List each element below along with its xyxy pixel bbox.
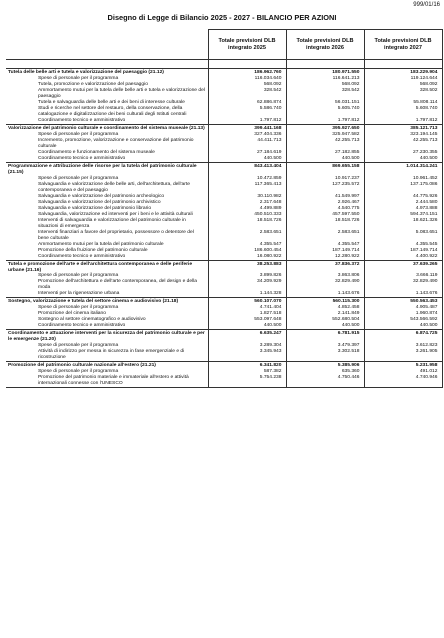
- section-label: Sostegno, valorizzazione e tutela del settore cinema e audiovisivo (21.18): [6, 298, 208, 305]
- item-value: 127.235.572: [286, 182, 364, 194]
- section-value: 37.639.265: [364, 260, 442, 273]
- item-value: 552.680.504: [286, 317, 364, 323]
- item-value: 2.141.849: [286, 311, 364, 317]
- item-value: 635.360: [286, 369, 364, 375]
- item-value: 27.182.855: [286, 150, 364, 156]
- item-value: 187.149.714: [364, 248, 442, 254]
- item-value: 3.666.119: [364, 273, 442, 279]
- item-value: 553.097.648: [208, 317, 286, 323]
- item-value: 2.926.467: [286, 200, 364, 206]
- section-value: 843.413.404: [208, 162, 286, 175]
- item-value: 1.144.328: [208, 291, 286, 297]
- item-label: Spese di personale per il programma: [38, 75, 119, 81]
- item-label: Promozione della fruizione del patrimonio culturale: [38, 247, 148, 253]
- section-value: 869.655.158: [286, 162, 364, 175]
- item-label: Salvaguardia e valorizzazione del patrimonio librario: [38, 205, 152, 211]
- section-value: 399.441.168: [208, 124, 286, 131]
- item-value: 27.230.355: [364, 150, 442, 156]
- item-label: Coordinamento tecnico e amministrativo: [38, 323, 126, 329]
- section-value: 1.014.314.241: [364, 162, 442, 175]
- item-value: 568.092: [364, 82, 442, 88]
- item-value: 5.083.651: [364, 230, 442, 242]
- column-header-2025: Totale previsioni DLB integrato 2025: [208, 30, 286, 60]
- item-value: 32.829.490: [364, 279, 442, 291]
- item-value: 18.621.326: [364, 218, 442, 230]
- item-value: 325.947.582: [286, 132, 364, 138]
- item-value: 62.886.874: [208, 100, 286, 106]
- item-value: 328.542: [286, 88, 364, 100]
- section-row: [6, 162, 442, 175]
- item-value: 440.500: [208, 156, 286, 162]
- section-row: [6, 124, 442, 131]
- item-label: Incremento, promozione, valorizzazione e conservazione del patrimonio culturale: [38, 137, 194, 149]
- item-value: 30.110.982: [208, 194, 286, 200]
- table-row: [6, 375, 442, 387]
- section-value: 6.341.820: [208, 362, 286, 369]
- item-value: 457.597.550: [286, 212, 364, 218]
- item-value: 12.280.922: [286, 254, 364, 260]
- item-label: Studi e ricerche nel settore del restauro, della conservazione, della catalogazione e digitalizzazione dei beni culturali degli Istituti centrali: [38, 105, 187, 117]
- item-value: 1.797.812: [364, 118, 442, 124]
- item-value: 116.641.213: [286, 76, 364, 82]
- item-value: 5.608.740: [364, 106, 442, 118]
- section-value: 180.971.550: [286, 69, 364, 76]
- item-value: 440.500: [208, 323, 286, 329]
- item-value: 1.143.676: [286, 291, 364, 297]
- item-value: 4.355.547: [208, 242, 286, 248]
- section-label: Coordinamento e attuazione interventi per la sicurezza del patrimonio culturale e per le emergenze (21.20): [6, 330, 208, 343]
- item-value: 2.317.648: [208, 200, 286, 206]
- item-value: 44.411.713: [208, 138, 286, 150]
- table-row: [6, 182, 442, 194]
- item-label: Tutela e salvaguardia delle belle arti e dei beni di interesse culturale: [38, 99, 185, 105]
- item-value: 187.149.714: [286, 248, 364, 254]
- item-value: 327.404.336: [208, 132, 286, 138]
- item-value: 328.502: [364, 88, 442, 100]
- item-label: Salvaguardia e valorizzazione del patrimonio archivistico: [38, 199, 161, 205]
- item-label: Interventi finanziari a favore del proprietario, possessore o detentore del bene culturale: [38, 229, 194, 241]
- item-value: 594.374.151: [364, 212, 442, 218]
- item-value: 328.542: [208, 88, 286, 100]
- budget-body: [6, 60, 442, 388]
- item-label: Spese di personale per il programma: [38, 343, 119, 349]
- item-label: Salvaguardia e valorizzazione delle belle arti, dell'architettura, dell'arte contemporanea e del paesaggio: [38, 181, 190, 193]
- section-value: 183.229.904: [364, 69, 442, 76]
- section-label: Valorizzazione del patrimonio culturale e coordinamento del sistema museale (21.13): [6, 124, 208, 131]
- section-value: 560.115.300: [286, 298, 364, 305]
- section-value: 550.563.453: [364, 298, 442, 305]
- item-value: 440.500: [286, 156, 364, 162]
- item-value: 4.973.888: [364, 206, 442, 212]
- item-value: 4.741.404: [208, 305, 286, 311]
- section-label: Tutela e promozione dell'arte e dell'architettura contemporanea e delle periferie urbane (21.16): [6, 260, 208, 273]
- section-value: 5.385.906: [286, 362, 364, 369]
- item-label: Coordinamento e funzionamento del sistema museale: [38, 149, 155, 155]
- page-id: 999/01/16: [413, 2, 440, 8]
- item-value: 3.479.397: [286, 343, 364, 349]
- item-value: 1.797.812: [286, 118, 364, 124]
- item-label: Salvaguardia, valorizzazione ed interventi per i beni e le attività culturali: [38, 211, 193, 217]
- item-value: 186.600.454: [208, 248, 286, 254]
- section-value: 385.121.713: [364, 124, 442, 131]
- item-value: 27.184.619: [208, 150, 286, 156]
- item-value: 18.518.726: [208, 218, 286, 230]
- item-value: 10.917.237: [286, 176, 364, 182]
- section-label: Tutela delle belle arti e tutela e valorizzazione del paesaggio (21.12): [6, 69, 208, 76]
- item-value: 2.444.580: [364, 200, 442, 206]
- section-value: 6.781.915: [286, 330, 364, 343]
- item-label: Ammortamento mutui per la tutela delle belle arti e tutela e valorizzazione del paesaggio: [38, 87, 205, 99]
- item-value: 4.355.547: [286, 242, 364, 248]
- item-value: 4.400.922: [364, 254, 442, 260]
- table-row: [6, 349, 442, 361]
- table-row: [6, 138, 442, 150]
- item-value: 5.605.740: [286, 106, 364, 118]
- item-value: 4.740.946: [364, 375, 442, 387]
- item-value: 4.355.545: [364, 242, 442, 248]
- section-row: [6, 69, 442, 76]
- item-value: 440.500: [286, 323, 364, 329]
- item-value: 3.345.943: [208, 349, 286, 361]
- item-value: 10.961.452: [364, 176, 442, 182]
- item-label: Spese di personale per il programma: [38, 273, 119, 279]
- item-label: Sostegno al settore cinematografico e audiovisivo: [38, 317, 146, 323]
- item-value: 323.194.145: [364, 132, 442, 138]
- table-row: [6, 279, 442, 291]
- item-value: 4.540.775: [286, 206, 364, 212]
- item-label: Promozione dell'architettura e dell'arte contemporanea, del design e della moda: [38, 279, 198, 291]
- item-value: 44.775.926: [364, 194, 442, 200]
- item-value: 55.808.114: [364, 100, 442, 106]
- item-label: Coordinamento tecnico e amministrativo: [38, 253, 126, 259]
- item-label: Interventi per la rigenerazione urbana: [38, 291, 120, 297]
- column-header-2026: Totale previsioni DLB integrato 2026: [286, 30, 364, 60]
- section-row: [6, 330, 442, 343]
- item-label: Coordinamento tecnico e amministrativo: [38, 117, 126, 123]
- item-label: Spese di personale per il programma: [38, 305, 119, 311]
- item-value: 2.583.651: [286, 230, 364, 242]
- item-value: 4.750.446: [286, 375, 364, 387]
- item-value: 16.080.922: [208, 254, 286, 260]
- item-value: 32.829.490: [286, 279, 364, 291]
- item-value: 42.255.713: [364, 138, 442, 150]
- item-value: 568.092: [286, 82, 364, 88]
- item-value: 440.500: [364, 156, 442, 162]
- item-value: 42.255.713: [286, 138, 364, 150]
- section-value: 395.927.650: [286, 124, 364, 131]
- item-value: 41.549.997: [286, 194, 364, 200]
- item-value: 3.899.826: [208, 273, 286, 279]
- section-value: 6.874.725: [364, 330, 442, 343]
- item-label: Spese di personale per il programma: [38, 175, 119, 181]
- section-label: Promozione del patrimonio culturale nazionale all'estero (21.21): [6, 362, 208, 369]
- table-row: [6, 106, 442, 118]
- item-value: 10.472.859: [208, 176, 286, 182]
- item-value: 1.143.676: [364, 291, 442, 297]
- section-value: 186.962.760: [208, 69, 286, 76]
- item-label: Promozione del patrimonio materiale e immateriale all'estero e attività internazionali connesse con l'UNESCO: [6, 375, 208, 387]
- item-value: 491.012: [364, 369, 442, 375]
- item-value: 116.034.640: [208, 76, 286, 82]
- item-value: 2.583.651: [208, 230, 286, 242]
- column-header-2027: Totale previsioni DLB integrato 2027: [364, 30, 442, 60]
- item-value: 137.175.086: [364, 182, 442, 194]
- item-value: 543.566.592: [364, 317, 442, 323]
- item-value: 117.365.413: [208, 182, 286, 194]
- item-value: 568.092: [208, 82, 286, 88]
- item-label: Ammortamento mutui per la tutela del patrimonio culturale: [38, 241, 164, 247]
- item-value: 3.289.304: [208, 343, 286, 349]
- item-value: 4.499.889: [208, 206, 286, 212]
- section-value: 38.253.883: [208, 260, 286, 273]
- item-label: Promozione del cinema italiano: [38, 311, 106, 317]
- page-title: Disegno di Legge di Bilancio 2025 - 2027 - BILANCIO PER AZIONI: [107, 13, 337, 22]
- table-row: [6, 88, 442, 100]
- section-label: Programmazione e attribuzione delle risorse per la tutela del patrimonio culturale (21.15): [6, 162, 208, 175]
- item-value: 1.797.812: [208, 118, 286, 124]
- item-value: 5.754.238: [208, 375, 286, 387]
- item-value: 4.905.487: [364, 305, 442, 311]
- item-label: Coordinamento tecnico e amministrativo: [38, 155, 126, 161]
- item-value: 587.382: [208, 369, 286, 375]
- section-value: 6.635.247: [208, 330, 286, 343]
- section-row: [6, 260, 442, 273]
- item-value: 56.031.151: [286, 100, 364, 106]
- item-value: 1.960.874: [364, 311, 442, 317]
- item-value: 4.852.458: [286, 305, 364, 311]
- item-value: 34.209.929: [208, 279, 286, 291]
- section-value: 560.107.070: [208, 298, 286, 305]
- item-value: 18.518.726: [286, 218, 364, 230]
- section-value: 5.231.958: [364, 362, 442, 369]
- table-header: [6, 30, 442, 60]
- section-value: 37.836.372: [286, 260, 364, 273]
- item-value: 3.261.905: [364, 349, 442, 361]
- item-label: Interventi di salvaguardia e valorizzazione del patrimonio culturale in situazioni di emergenza: [38, 217, 186, 229]
- item-label: Spese di personale per il programma: [38, 369, 119, 375]
- item-label: Salvaguardia e valorizzazione del patrimonio archeologico: [38, 193, 165, 199]
- item-value: 1.827.518: [208, 311, 286, 317]
- item-value: 119.124.644: [364, 76, 442, 82]
- item-value: 3.612.823: [364, 343, 442, 349]
- table-row: [6, 230, 442, 242]
- item-label: Attività di indirizzo per messa in sicurezza in fase emergenziale e di ricostruzione: [38, 349, 185, 361]
- item-value: 3.302.518: [286, 349, 364, 361]
- budget-table: [6, 29, 443, 388]
- item-label: Spese di personale per il programma: [38, 131, 119, 137]
- table-row: [6, 218, 442, 230]
- item-value: 440.500: [364, 323, 442, 329]
- item-value: 5.586.740: [208, 106, 286, 118]
- item-value: 450.510.333: [208, 212, 286, 218]
- item-label: Tutela, promozione e valorizzazione del paesaggio: [38, 81, 148, 87]
- item-value: 3.863.806: [286, 273, 364, 279]
